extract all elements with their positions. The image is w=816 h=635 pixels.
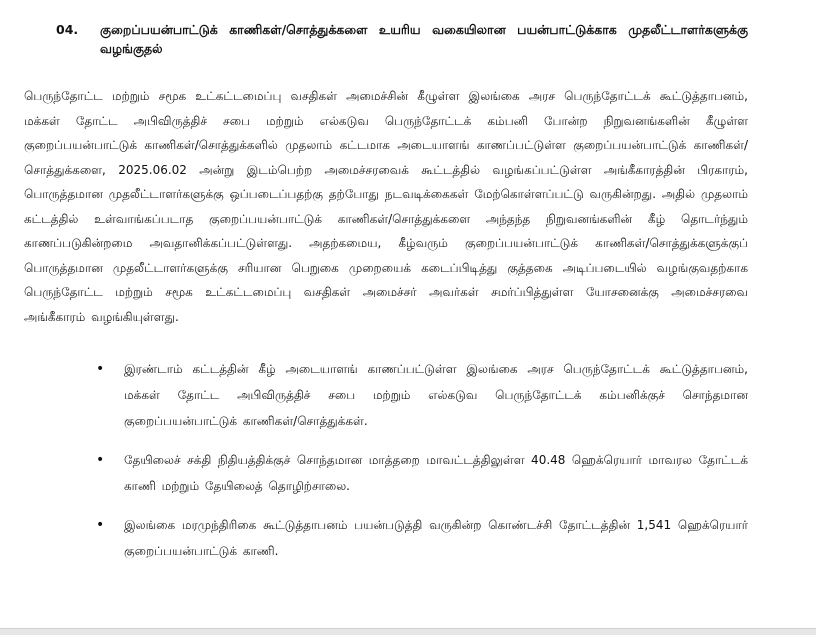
page-bottom-divider [0, 628, 816, 635]
list-item-text: இலங்கை மரமுந்திரிகை கூட்டுத்தாபனம் பயன்படுத்தி வருகின்ற கொண்டச்சி தோட்டத்தின் 1,541 ஹெக்ரெயார் குறைப்பயன்பாட்டுக் காணி. [124, 518, 748, 558]
bullet-icon: • [96, 361, 105, 377]
bullet-icon: • [96, 452, 105, 468]
bullet-icon: • [96, 517, 105, 533]
list-item [96, 356, 748, 434]
list-item-text: இரண்டாம் கட்டத்தின் கீழ் அடையாளங் காணப்பட்டுள்ள இலங்கை அரச பெருந்தோட்டக் கூட்டுத்தாபனம், மக்கள் தோட்ட அபிவிருத்திச் சபை மற்றும் எல்கடுவ பெருந்தோட்டக் கம்பனிக்குச் சொந்தமான குறைப்பயன்பாட்டுக் காணிகள்/சொத்துக்கள். [124, 362, 748, 428]
section-title: குறைப்பயன்பாட்டுக் காணிகள்/சொத்துக்களை உயரிய வகையிலான பயன்பாட்டுக்காக முதலீட்டாளர்களுக்கு வழங்குதல் [100, 22, 748, 56]
body-paragraph: பெருந்தோட்ட மற்றும் சமூக உட்கட்டமைப்பு வசதிகள் அமைச்சின் கீழுள்ள இலங்கை அரச பெருந்தோட்டக் கூட்டுத்தாபனம், மக்கள் தோட்ட அபிவிருத்திச் சபை மற்றும் எல்கடுவ பெருந்தோட்டக் கம்பனி போன்ற நிறுவனங்களின் கீழுள்ள குறைப்பயன்பாட்டுக் காணிகள்/சொத்துக்களில் முதலாம் கட்டமாக அடையாளங் காணப்பட்டுள்ள குறைப்பயன்பாட்டுக் காணிகள்/சொத்துக்களை, 2025.06.02 அன்று இடம்பெற்ற அமைச்சரவைக் கூட்டத்தில் வழங்கப்பட்டுள்ள அங்கீகாரத்தின் பிரகாரம், பொருத்தமான முதலீட்டாளர்களுக்கு ஒப்படைப்பதற்கு தற்போது நடவடிக்கைகள் மேற்கொள்ளப்பட்டு வருகின்றது. அதில் முதலாம் கட்டத்தில் உள்வாங்கப்படாத குறைப்பயன்பாட்டுக் காணிகள்/சொத்துக்களை அந்தந்த நிறுவனங்களின் கீழ் தொடர்ந்தும் காணப்படுகின்றமை அவதானிக்கப்பட்டுள்ளது. அதற்கமைய, கீழ்வரும் குறைப்பயன்பாட்டுக் காணிகள்/சொத்துக்களுக்குப் பொருத்தமான முதலீட்டாளர்களுக்கு சரியான பெறுகை முறையைக் கடைப்பிடித்து குத்தகை அடிப்படையில் வழங்குவதற்காக பெருந்தோட்ட மற்றும் சமூக உட்கட்டமைப்பு வசதிகள் அமைச்சர் அவர்கள் சமர்ப்பித்துள்ள யோசனைக்கு அமைச்சரவை அங்கீகாரம் வழங்கியுள்ளது. [24, 89, 748, 324]
list-item [96, 512, 748, 564]
list-item [96, 447, 748, 499]
section-number: 04. [56, 22, 79, 37]
bullet-list [24, 356, 748, 564]
section-heading [30, 20, 748, 58]
list-item-text: தேயிலைச் சக்தி நிதியத்திக்குச் சொந்தமான மாத்தறை மாவட்டத்திலுள்ள 40.48 ஹெக்ரெயார் மாவரல தோட்டக் காணி மற்றும் தேயிலைத் தொழிற்சாலை. [124, 453, 748, 493]
